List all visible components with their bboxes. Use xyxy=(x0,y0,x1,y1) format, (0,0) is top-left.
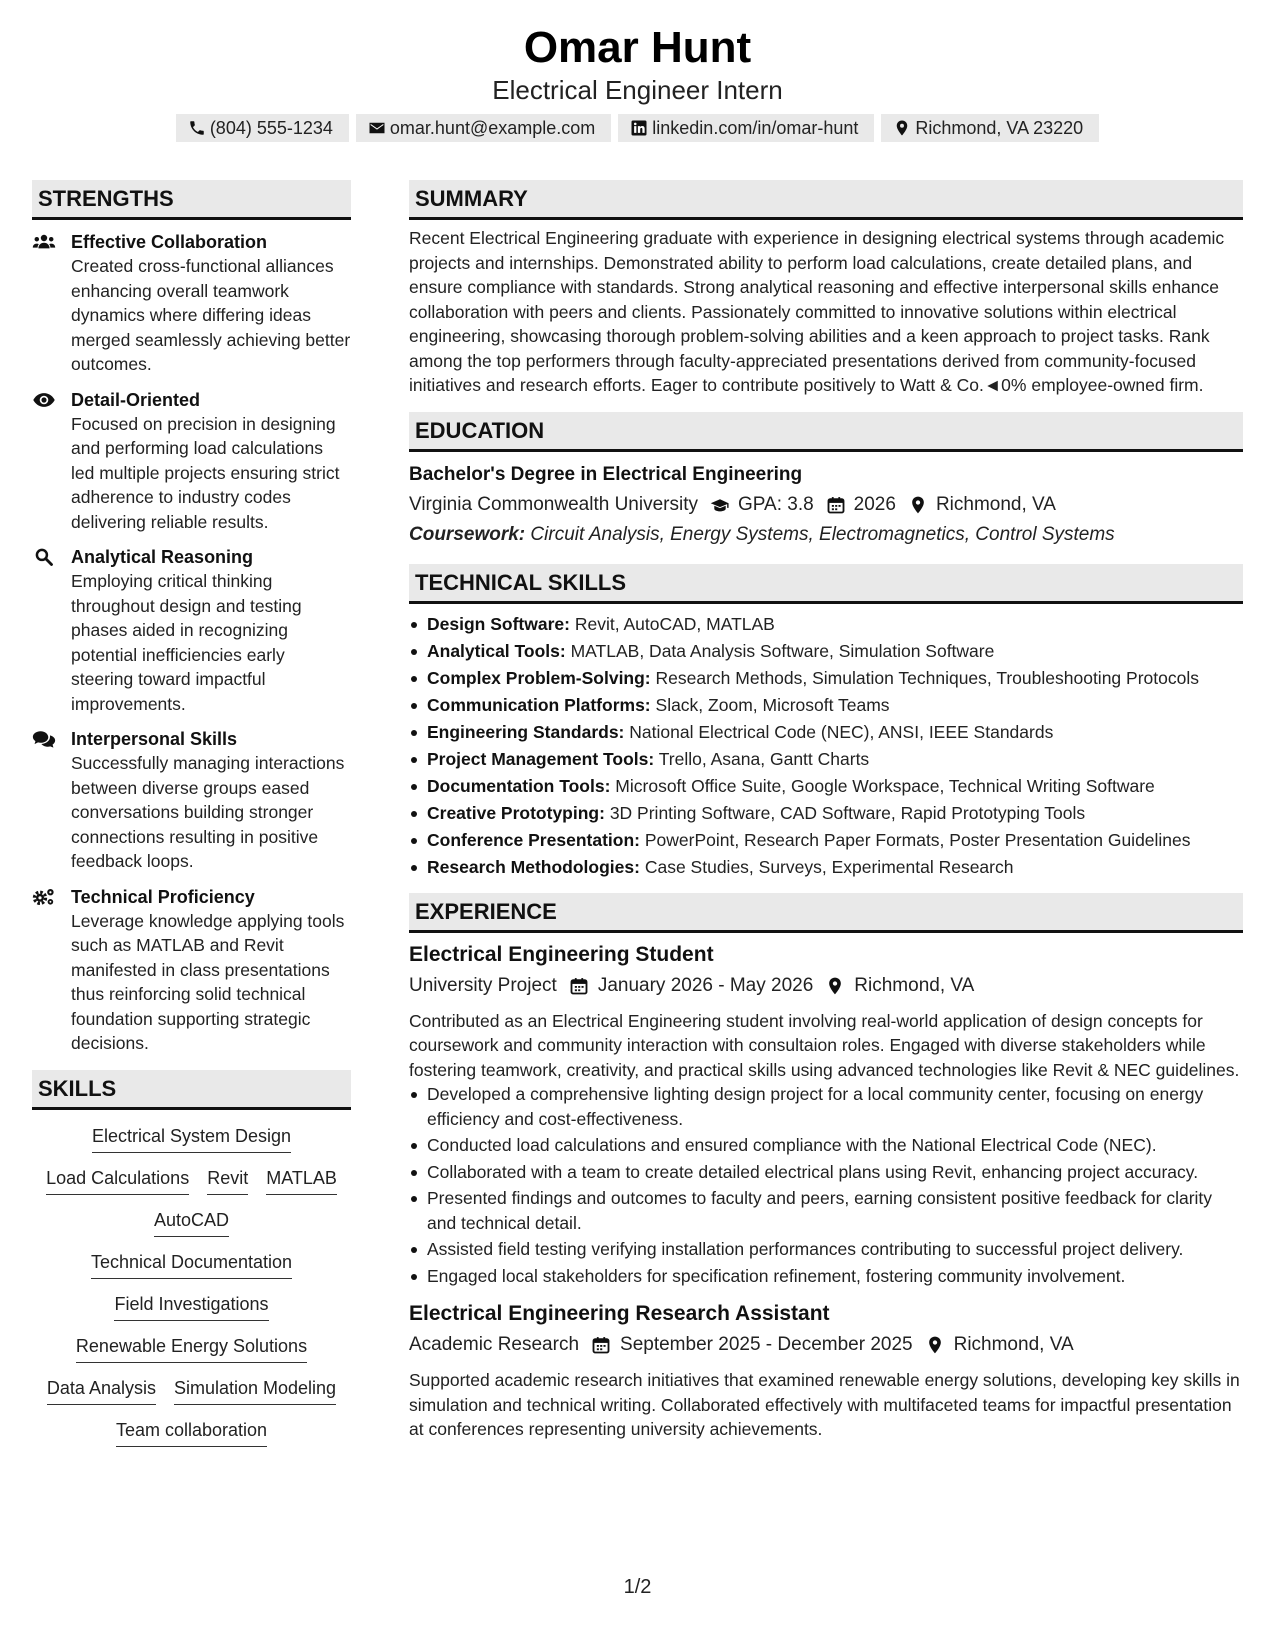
phone-icon xyxy=(188,119,206,137)
strength-item xyxy=(32,727,351,874)
graduation-cap-icon xyxy=(710,495,730,515)
search-icon xyxy=(32,547,56,567)
tech-label: Complex Problem-Solving: xyxy=(427,667,651,688)
list-item xyxy=(409,801,1243,825)
strength-title: Detail-Oriented xyxy=(71,389,201,410)
graduation-year: 2026 xyxy=(853,493,896,515)
list-item: Assisted field testing verifying installation performances contributing to successful project delivery. xyxy=(409,1237,1243,1262)
strength-desc: Leverage knowledge applying tools such as MATLAB and Revit manifested in class presentations thus reinforcing solid technical foundation supporting strategic decisions. xyxy=(71,910,345,1053)
tech-value: MATLAB, Data Analysis Software, Simulation Software xyxy=(570,640,995,661)
skill-tag: Revit xyxy=(207,1166,248,1195)
contact-email[interactable] xyxy=(356,114,611,142)
tech-value: Trello, Asana, Gantt Charts xyxy=(658,748,870,769)
job-entry xyxy=(409,1300,1243,1442)
tech-label: Research Methodologies: xyxy=(427,856,640,877)
tech-label: Creative Prototyping: xyxy=(427,802,605,823)
skill-tag: Technical Documentation xyxy=(91,1250,292,1279)
coursework xyxy=(409,520,1243,550)
tech-label: Communication Platforms: xyxy=(427,694,651,715)
tech-value: National Electrical Code (NEC), ANSI, IEEE Standards xyxy=(629,721,1054,742)
tech-label: Documentation Tools: xyxy=(427,775,611,796)
job-location: Richmond, VA xyxy=(953,1334,1074,1355)
skill-tag: Load Calculations xyxy=(46,1166,189,1195)
job-meta xyxy=(409,1330,1243,1360)
contact-location-text: Richmond, VA 23220 xyxy=(915,118,1084,138)
list-item xyxy=(409,774,1243,798)
contact-linkedin-text: linkedin.com/in/omar-hunt xyxy=(652,118,859,138)
tech-value: Microsoft Office Suite, Google Workspace, Technical Writing Software xyxy=(615,775,1155,796)
skills-tags xyxy=(32,1124,351,1447)
skill-tag: Team collaboration xyxy=(116,1418,267,1447)
contact-email-text: omar.hunt@example.com xyxy=(389,118,596,138)
coursework-label: Coursework: xyxy=(409,523,526,545)
strength-title: Analytical Reasoning xyxy=(71,547,254,567)
skills-heading: SKILLS xyxy=(32,1070,351,1110)
school-name: Virginia Commonwealth University xyxy=(409,493,698,515)
job-description: Supported academic research initiatives that examined renewable energy solutions, developing key skills in simulation and technical writing. Collaborated effectively with multifaceted teams for impactful presentation at conferences representing university achievements. xyxy=(409,1370,1240,1439)
job-entry xyxy=(409,941,1243,1289)
strengths-heading: STRENGTHS xyxy=(32,180,351,220)
comments-icon xyxy=(32,729,56,749)
education-location: Richmond, VA xyxy=(935,493,1056,515)
job-org: University Project xyxy=(409,974,557,996)
strengths-list xyxy=(32,230,351,1056)
list-item: Developed a comprehensive lighting design project for a local community center, focusing on energy efficiency and cost-effectiveness. xyxy=(409,1082,1243,1131)
tech-label: Analytical Tools: xyxy=(427,640,566,661)
education-heading: EDUCATION xyxy=(409,412,1243,452)
skill-tag: AutoCAD xyxy=(154,1208,229,1237)
list-item xyxy=(409,720,1243,744)
list-item xyxy=(409,612,1243,636)
list-item xyxy=(409,693,1243,717)
skill-tag: Data Analysis xyxy=(47,1376,156,1405)
skill-tag: Simulation Modeling xyxy=(174,1376,336,1405)
strength-item xyxy=(32,885,351,1056)
tech-label: Conference Presentation: xyxy=(427,829,640,850)
technical-skills-list xyxy=(409,612,1243,879)
strength-title: Technical Proficiency xyxy=(71,886,255,907)
strength-desc: Focused on precision in designing and performing load calculations led multiple projects ensuring strict adherence to industry codes delivering reliable results. xyxy=(71,413,340,532)
contact-linkedin[interactable] xyxy=(618,114,874,142)
envelope-icon xyxy=(368,119,386,137)
job-dates: September 2025 - December 2025 xyxy=(620,1334,913,1355)
list-item xyxy=(409,855,1243,879)
gears-icon xyxy=(32,887,56,907)
gpa: GPA: 3.8 xyxy=(737,493,814,515)
tech-label: Design Software: xyxy=(427,613,570,634)
list-item xyxy=(409,747,1243,771)
map-pin-icon xyxy=(825,976,845,996)
job-bullets xyxy=(409,1082,1243,1288)
job-description: Contributed as an Electrical Engineering student involving real-world application of design concepts for coursework and community interaction with consultaion roles. Engaged with diverse stakeholders while fostering teamwork, creativity, and practical skills using advanced technologies like Revit & NEC guidelines. xyxy=(409,1010,1240,1080)
summary-heading: SUMMARY xyxy=(409,180,1243,220)
page-number: 1/2 xyxy=(623,1576,652,1598)
summary-text: Recent Electrical Engineering graduate with experience in designing electrical systems through academic projects and internships. Demonstrated ability to perform load calculations, create detailed plans, and ensure compliance with standards. Strong analytical reasoning and effective interpersonal skills enhance collaboration with peers and clients. Passionately committed to innovative solutions within electrical engineering, showcasing thorough problem-solving abilities and a keen approach to project tasks. Rank among the top performers through faculty-appreciated presentations derived from community-focused initiatives and research efforts. Eager to contribute positively to Watt & Co.◄0% employee-owned firm. xyxy=(409,228,1225,395)
strength-item xyxy=(32,230,351,377)
education-meta xyxy=(409,490,1243,520)
strength-desc: Employing critical thinking throughout design and testing phases aided in recognizing potential inefficiencies early steering toward impactful improvements. xyxy=(71,571,302,714)
job-title: Electrical Engineering Student xyxy=(409,942,714,966)
strength-title: Effective Collaboration xyxy=(71,232,268,252)
calendar-icon xyxy=(591,1335,611,1355)
contact-phone[interactable] xyxy=(176,114,349,142)
skill-tag: MATLAB xyxy=(266,1166,337,1195)
tech-value: 3D Printing Software, CAD Software, Rapid Prototyping Tools xyxy=(609,802,1086,823)
list-item: Engaged local stakeholders for specification refinement, fostering community involvement. xyxy=(409,1264,1243,1289)
experience-heading: EXPERIENCE xyxy=(409,893,1243,933)
degree-title: Bachelor's Degree in Electrical Engineering xyxy=(409,463,803,485)
users-icon xyxy=(32,232,56,252)
contact-phone-text: (804) 555-1234 xyxy=(209,118,333,138)
list-item: Presented findings and outcomes to faculty and peers, earning consistent positive feedback for clarity and technical detail. xyxy=(409,1186,1243,1235)
tech-value: PowerPoint, Research Paper Formats, Poster Presentation Guidelines xyxy=(644,829,1191,850)
strength-desc: Created cross-functional alliances enhancing overall teamwork dynamics where differing ideas merged seamlessly achieving better outcomes. xyxy=(71,256,351,374)
contact-bar xyxy=(0,114,1275,142)
strength-item xyxy=(32,388,351,535)
skill-tag: Electrical System Design xyxy=(92,1124,291,1153)
technical-skills-heading: TECHNICAL SKILLS xyxy=(409,564,1243,604)
job-meta xyxy=(409,971,1243,1001)
skill-tag: Field Investigations xyxy=(114,1292,268,1321)
tech-value: Slack, Zoom, Microsoft Teams xyxy=(655,694,890,715)
list-item xyxy=(409,828,1243,852)
linkedin-icon xyxy=(630,119,648,137)
tech-value: Case Studies, Surveys, Experimental Research xyxy=(644,856,1014,877)
strength-desc: Successfully managing interactions between diverse groups eased conversations building stronger connections resulting in positive feedback loops. xyxy=(71,753,345,871)
eye-icon xyxy=(32,390,56,410)
map-pin-icon xyxy=(925,1335,945,1355)
tech-label: Engineering Standards: xyxy=(427,721,625,742)
education-entry xyxy=(409,462,1243,550)
list-item: Conducted load calculations and ensured compliance with the National Electrical Code (NEC). xyxy=(409,1133,1243,1158)
skill-tag: Renewable Energy Solutions xyxy=(76,1334,307,1363)
list-item xyxy=(409,666,1243,690)
list-item: Collaborated with a team to create detailed electrical plans using Revit, enhancing project accuracy. xyxy=(409,1160,1243,1185)
candidate-title: Electrical Engineer Intern xyxy=(492,75,783,105)
tech-value: Research Methods, Simulation Techniques, Troubleshooting Protocols xyxy=(655,667,1199,688)
job-title: Electrical Engineering Research Assistant xyxy=(409,1302,830,1325)
candidate-name: Omar Hunt xyxy=(523,23,752,72)
map-pin-icon xyxy=(908,495,928,515)
calendar-icon xyxy=(569,976,589,996)
tech-value: Revit, AutoCAD, MATLAB xyxy=(574,613,775,634)
list-item xyxy=(409,639,1243,663)
map-pin-icon xyxy=(893,119,911,137)
job-dates: January 2026 - May 2026 xyxy=(597,974,814,996)
calendar-icon xyxy=(826,495,846,515)
contact-location xyxy=(881,114,1099,142)
resume-header xyxy=(0,22,1275,142)
right-column xyxy=(409,180,1243,1442)
strength-title: Interpersonal Skills xyxy=(71,729,238,749)
job-org: Academic Research xyxy=(409,1334,580,1355)
strength-item xyxy=(32,545,351,716)
coursework-list: Circuit Analysis, Energy Systems, Electromagnetics, Control Systems xyxy=(530,523,1115,545)
left-column xyxy=(32,180,351,1460)
job-location: Richmond, VA xyxy=(854,974,975,996)
tech-label: Project Management Tools: xyxy=(427,748,655,769)
